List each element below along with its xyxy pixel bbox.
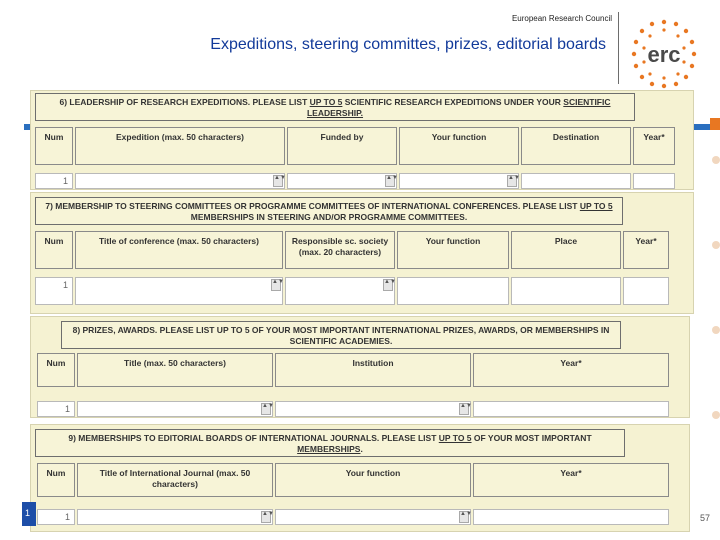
section-6-heading: 6) LEADERSHIP OF RESEARCH EXPEDITIONS. PLEASE LIST UP TO 5 SCIENTIFIC RESEARCH EXPEDITIONS UNDER YOUR SCIENTIFIC LEADERSHIP. (35, 93, 635, 121)
prize-title-input[interactable] (77, 401, 273, 417)
decorative-dots (706, 150, 720, 480)
section-9-panel (30, 424, 690, 532)
column-header: Year* (473, 353, 669, 387)
function-input[interactable] (397, 277, 509, 305)
section-6-panel (30, 90, 694, 190)
conference-title-input[interactable] (75, 277, 283, 305)
column-header: Title (max. 50 characters) (77, 353, 273, 387)
column-header: Expedition (max. 50 characters) (75, 127, 285, 165)
page-title: Expeditions, steering committes, prizes, editorial boards (210, 36, 606, 53)
society-input[interactable] (285, 277, 395, 305)
row-number: 1 (37, 401, 75, 417)
left-tab: 1 (22, 502, 36, 526)
row-number: 1 (35, 277, 73, 305)
section-8-panel (30, 316, 690, 418)
column-header: Num (37, 463, 75, 497)
section-8-input-row (37, 401, 671, 417)
section-6-header-row (35, 127, 677, 165)
slide-number: 57 (699, 513, 710, 523)
column-header: Year* (473, 463, 669, 497)
column-header: Year* (633, 127, 675, 165)
section-7-panel (30, 192, 694, 314)
scroll-arrows-icon[interactable]: ▲▼ (261, 403, 271, 415)
institution-input[interactable] (275, 401, 471, 417)
function-input[interactable] (275, 509, 471, 525)
year-input[interactable] (623, 277, 669, 305)
function-input[interactable] (399, 173, 519, 189)
year-input[interactable] (473, 401, 669, 417)
section-7-input-row (35, 277, 671, 305)
scroll-arrows-icon[interactable]: ▲▼ (271, 279, 281, 291)
column-header: Destination (521, 127, 631, 165)
column-header: Responsible sc. society (max. 20 characters) (285, 231, 395, 269)
place-input[interactable] (511, 277, 621, 305)
column-header: Num (35, 231, 73, 269)
scroll-arrows-icon[interactable]: ▲▼ (261, 511, 271, 523)
expedition-input[interactable] (75, 173, 285, 189)
section-9-heading: 9) MEMBERSHIPS TO EDITORIAL BOARDS OF INTERNATIONAL JOURNALS. PLEASE LIST UP TO 5 OF YOUR MOST IMPORTANT MEMBERSHIPS. (35, 429, 625, 457)
section-8-header-row (37, 353, 671, 387)
column-header: Your function (275, 463, 471, 497)
accent-marker (710, 118, 720, 130)
scroll-arrows-icon[interactable]: ▲▼ (385, 175, 395, 187)
section-7-heading: 7) MEMBERSHIP TO STEERING COMMITTEES OR PROGRAMME COMMITTEES OF INTERNATIONAL CONFERENCES. PLEASE LIST UP TO 5 MEMBERSHIPS IN STEERING AND/OR PROGRAMME COMMITTEES. (35, 197, 623, 225)
scroll-arrows-icon[interactable]: ▲▼ (459, 403, 469, 415)
erc-logo (622, 14, 706, 94)
column-header: Title of conference (max. 50 characters) (75, 231, 283, 269)
journal-title-input[interactable] (77, 509, 273, 525)
section-7-header-row (35, 231, 671, 269)
column-header: Title of International Journal (max. 50 characters) (77, 463, 273, 497)
erc-logo-text: erc (647, 42, 681, 67)
column-header: Num (35, 127, 73, 165)
section-9-header-row (37, 463, 671, 497)
column-header: Num (37, 353, 75, 387)
row-number: 1 (35, 173, 73, 189)
column-header: Your function (397, 231, 509, 269)
column-header: Institution (275, 353, 471, 387)
column-header: Year* (623, 231, 669, 269)
destination-input[interactable] (521, 173, 631, 189)
row-number: 1 (37, 509, 75, 525)
year-input[interactable] (633, 173, 675, 189)
funded-by-input[interactable] (287, 173, 397, 189)
section-9-input-row (37, 509, 671, 525)
column-header: Place (511, 231, 621, 269)
organization-label: European Research Council (511, 14, 612, 23)
column-header: Your function (399, 127, 519, 165)
scroll-arrows-icon[interactable]: ▲▼ (273, 175, 283, 187)
section-6-input-row (35, 173, 677, 189)
section-8-heading: 8) PRIZES, AWARDS. PLEASE LIST UP TO 5 OF YOUR MOST IMPORTANT INTERNATIONAL PRIZES, AWARDS, OR MEMBERSHIPS IN SCIENTIFIC ACADEMIES. (61, 321, 621, 349)
scroll-arrows-icon[interactable]: ▲▼ (383, 279, 393, 291)
year-input[interactable] (473, 509, 669, 525)
header-divider (618, 12, 619, 84)
column-header: Funded by (287, 127, 397, 165)
scroll-arrows-icon[interactable]: ▲▼ (459, 511, 469, 523)
scroll-arrows-icon[interactable]: ▲▼ (507, 175, 517, 187)
